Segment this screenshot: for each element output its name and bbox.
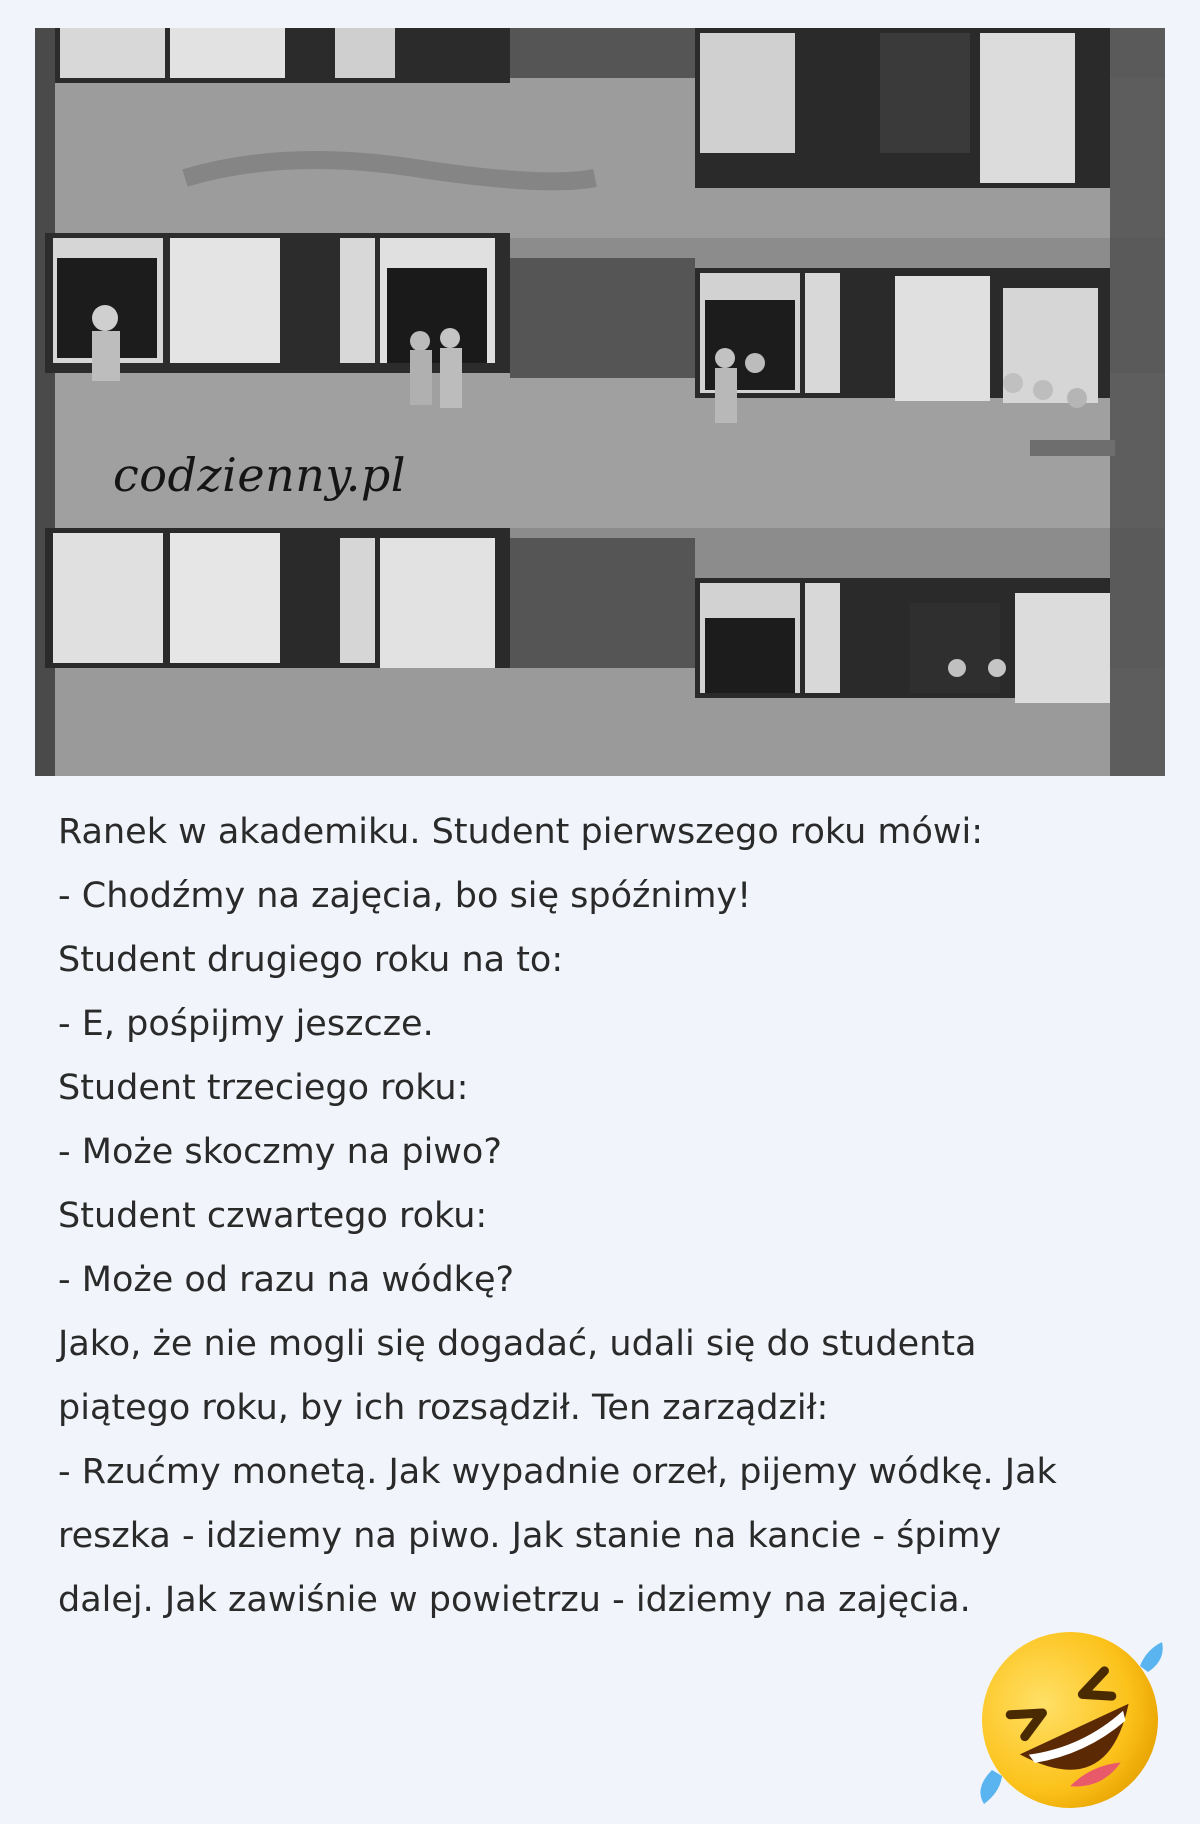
story-line: Student drugiego roku na to: [58,940,564,980]
story-line: Ranek w akademiku. Student pierwszego roku mówi: [58,812,984,852]
story-line: piątego roku, by ich rozsądził. Ten zarządził: [58,1388,829,1428]
story-line: reszka - idziemy na piwo. Jak stanie na kancie - śpimy [58,1516,1002,1556]
story-line: - Może skoczmy na piwo? [58,1132,502,1172]
story-line: - Rzućmy monetą. Jak wypadnie orzeł, pijemy wódkę. Jak [58,1452,1057,1492]
story-line: dalej. Jak zawiśnie w powietrzu - idziemy na zajęcia. [58,1580,971,1620]
story-line: Jako, że nie mogli się dogadać, udali się do studenta [58,1324,977,1364]
story-line: - Może od razu na wódkę? [58,1260,515,1300]
story-line: Student czwartego roku: [58,1196,488,1236]
rolling-on-floor-laughing-icon [970,1620,1170,1820]
dormitory-photo [35,28,1165,776]
joke-text [58,800,1168,1632]
dormitory-building-image [35,28,1165,776]
story-line: Student trzeciego roku: [58,1068,469,1108]
story-line: - Chodźmy na zajęcia, bo się spóźnimy! [58,876,752,916]
story-line: - E, pośpijmy jeszcze. [58,1004,434,1044]
watermark-logo: codzienny.pl [113,448,406,502]
